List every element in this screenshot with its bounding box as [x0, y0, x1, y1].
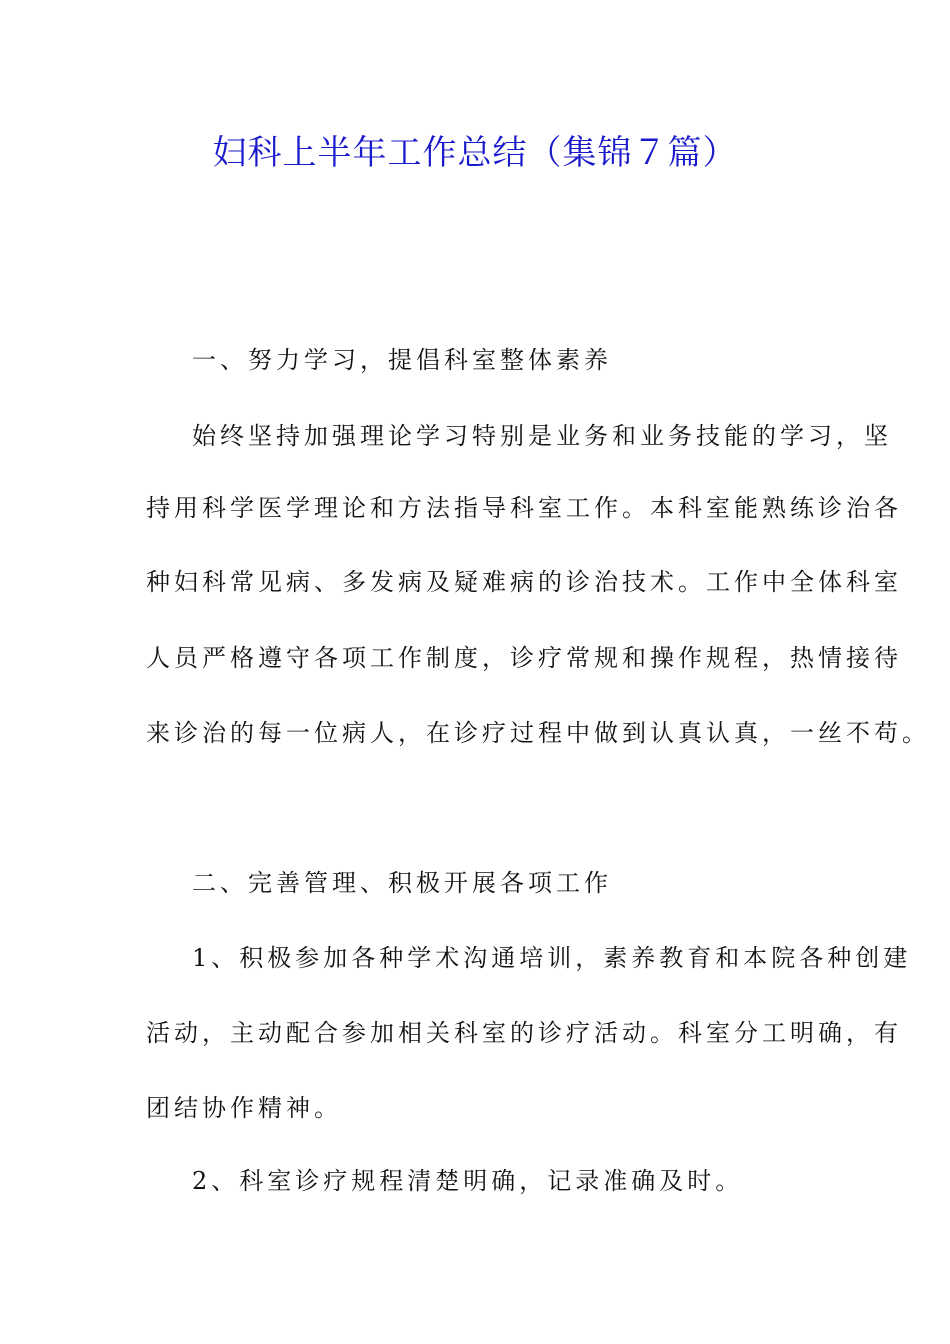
paragraph-line: 人员严格遵守各项工作制度，诊疗常规和操作规程，热情接待 [146, 644, 902, 672]
paragraph-line: 持用科学医学理论和方法指导科室工作。本科室能熟练诊治各 [146, 494, 902, 522]
section-heading: 一、努力学习，提倡科室整体素养 [192, 346, 612, 374]
paragraph-line: 活动，主动配合参加相关科室的诊疗活动。科室分工明确，有 [146, 1019, 902, 1047]
section-heading: 二、完善管理、积极开展各项工作 [192, 869, 612, 897]
paragraph-line: 始终坚持加强理论学习特别是业务和业务技能的学习，坚 [192, 422, 892, 450]
paragraph-line: 2、科室诊疗规程清楚明确，记录准确及时。 [192, 1167, 744, 1195]
paragraph-line: 种妇科常见病、多发病及疑难病的诊治技术。工作中全体科室 [146, 568, 902, 596]
paragraph-line: 来诊治的每一位病人，在诊疗过程中做到认真认真，一丝不苟。 [146, 719, 930, 747]
paragraph-line: 团结协作精神。 [146, 1094, 342, 1122]
paragraph-line: 1、积极参加各种学术沟通培训，素养教育和本院各种创建 [192, 944, 912, 972]
document-title: 妇科上半年工作总结（集锦７篇） [212, 133, 738, 173]
